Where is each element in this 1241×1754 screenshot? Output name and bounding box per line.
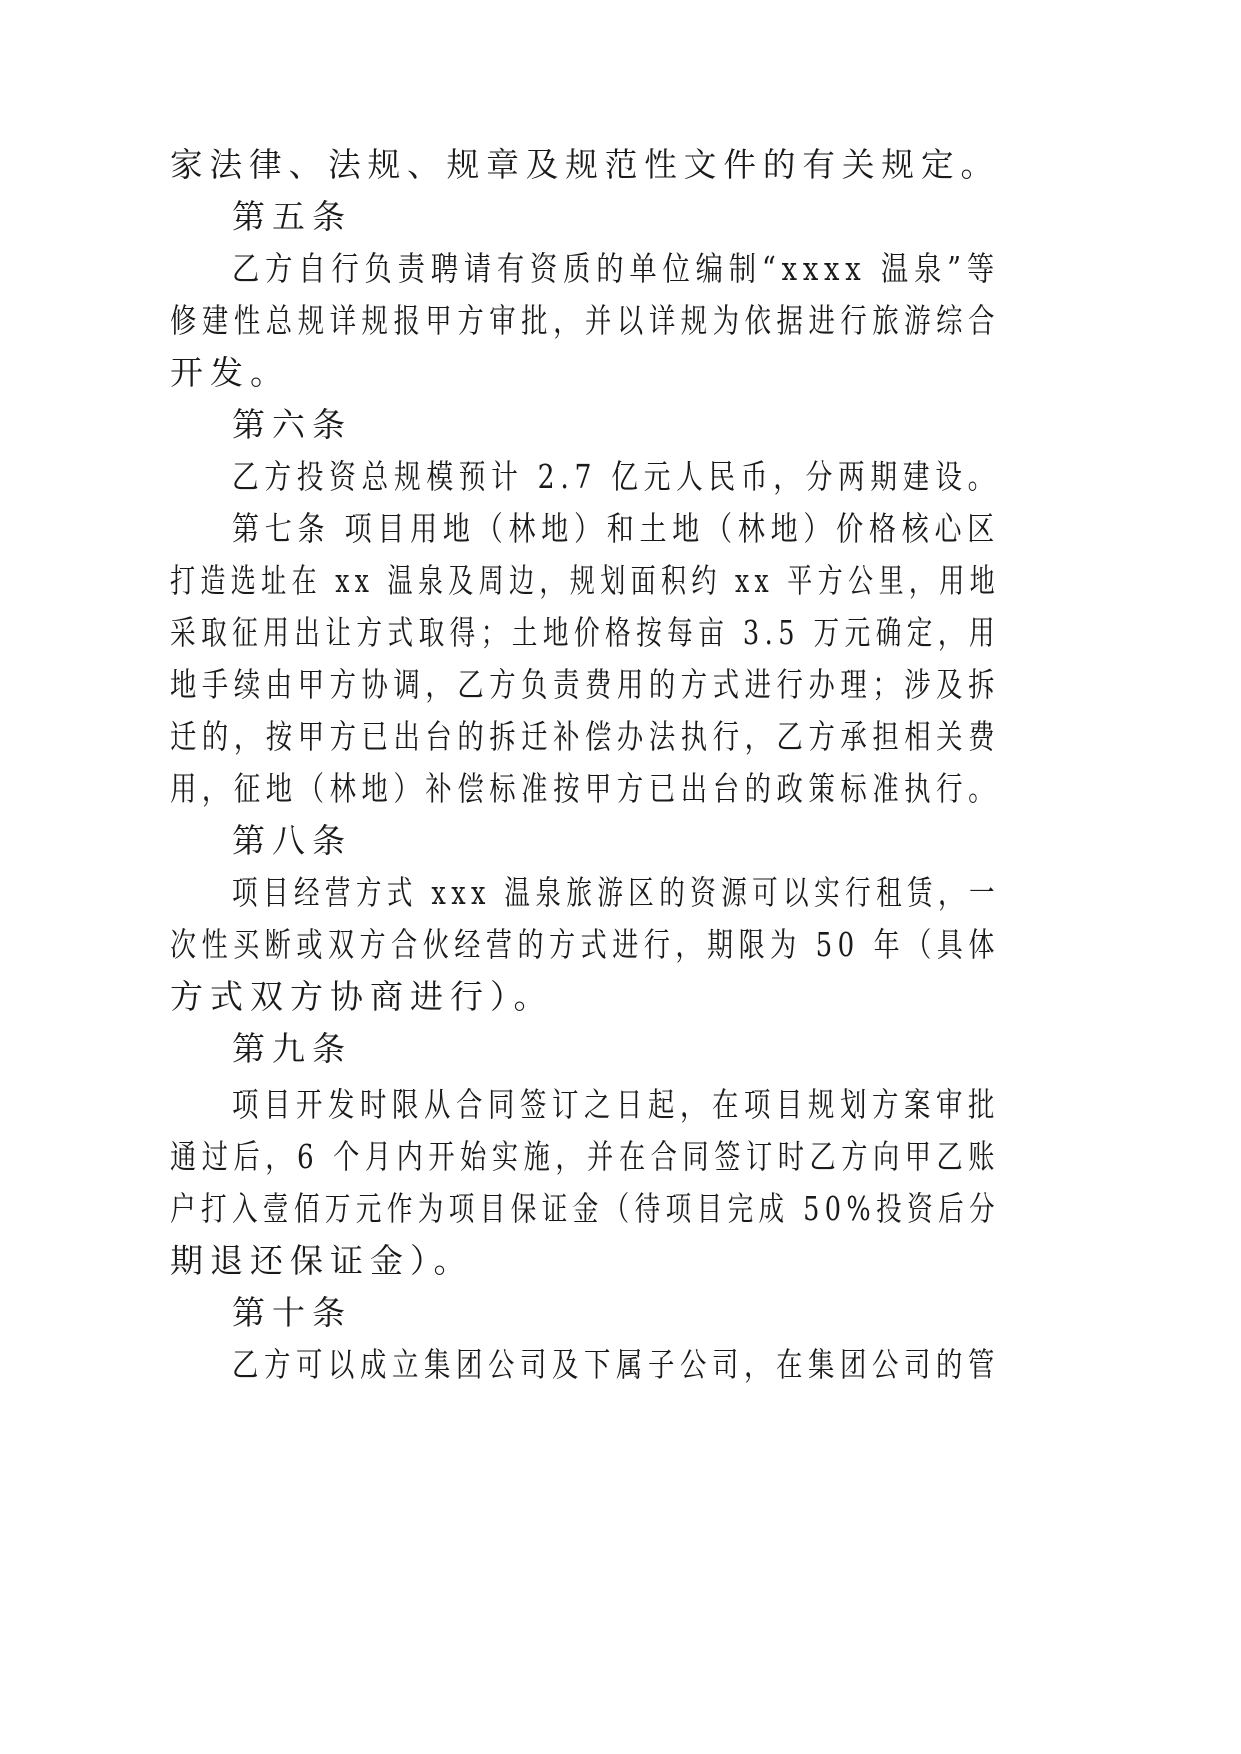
text-content: 乙方投资总规模预计 2.7 亿元人民币，分两期建设。	[232, 457, 1000, 496]
text-content: 打造选址在 xx 温泉及周边，规划面积约 xx 平方公里，用地	[170, 561, 1001, 600]
text-line	[0, 1135, 1241, 1179]
text-content: 采取征用出让方式取得；土地价格按每亩 3.5 万元确定，用	[170, 613, 1000, 652]
text-content: 地手续由甲方协调，乙方负责费用的方式进行办理；涉及拆	[170, 665, 1001, 704]
text-line	[0, 663, 1241, 707]
article-heading	[0, 195, 1241, 239]
text-content: 用，征地（林地）补偿标准按甲方已出台的政策标准执行。	[170, 769, 1001, 808]
text-content: 第六条	[232, 405, 352, 444]
text-line	[0, 1239, 1241, 1283]
text-content: 通过后，6 个月内开始实施，并在合同签订时乙方向甲乙账	[170, 1137, 1001, 1176]
text-content: 方式双方协商进行）。	[170, 977, 554, 1016]
text-line	[0, 351, 1241, 395]
text-content: 第九条	[232, 1029, 352, 1068]
text-line	[0, 871, 1241, 915]
text-line	[0, 767, 1241, 811]
text-line	[0, 143, 1241, 187]
text-content: 迁的，按甲方已出台的拆迁补偿办法执行，乙方承担相关费	[170, 717, 1001, 756]
text-content: 项目经营方式 xxx 温泉旅游区的资源可以实行租赁，一	[232, 873, 1000, 912]
text-content: 次性买断或双方合伙经营的方式进行，期限为 50 年（具体	[170, 925, 1000, 964]
text-content: 第五条	[232, 197, 352, 236]
text-content: 第八条	[232, 821, 352, 860]
text-content: 修建性总规详规报甲方审批，并以详规为依据进行旅游综合	[170, 301, 1001, 340]
text-line	[0, 247, 1241, 291]
article-heading	[0, 1027, 1241, 1071]
text-line	[0, 1187, 1241, 1231]
text-line	[0, 299, 1241, 343]
text-line	[0, 1083, 1241, 1127]
text-line	[0, 975, 1241, 1019]
text-line	[0, 611, 1241, 655]
text-line	[0, 455, 1241, 499]
text-line	[0, 715, 1241, 759]
text-line	[0, 1343, 1241, 1387]
article-heading	[0, 403, 1241, 447]
text-content: 第十条	[232, 1293, 352, 1332]
text-content: 户打入壹佰万元作为项目保证金（待项目完成 50%投资后分	[170, 1189, 1001, 1228]
text-line	[0, 559, 1241, 603]
text-content: 期退还保证金）。	[170, 1241, 474, 1280]
article-heading	[0, 819, 1241, 863]
text-content: 开发。	[170, 353, 290, 392]
text-line	[0, 923, 1241, 967]
text-content: 第七条 项目用地（林地）和土地（林地）价格核心区	[232, 509, 1000, 548]
text-content: 项目开发时限从合同签订之日起，在项目规划方案审批	[232, 1085, 1000, 1124]
article-heading	[0, 507, 1241, 551]
text-content: 乙方可以成立集团公司及下属子公司，在集团公司的管	[232, 1345, 1000, 1384]
text-content: 家法律、法规、规章及规范性文件的有关规定。	[170, 145, 1001, 184]
article-heading	[0, 1291, 1241, 1335]
text-content: 乙方自行负责聘请有资质的单位编制“xxxx 温泉”等	[232, 249, 1001, 288]
